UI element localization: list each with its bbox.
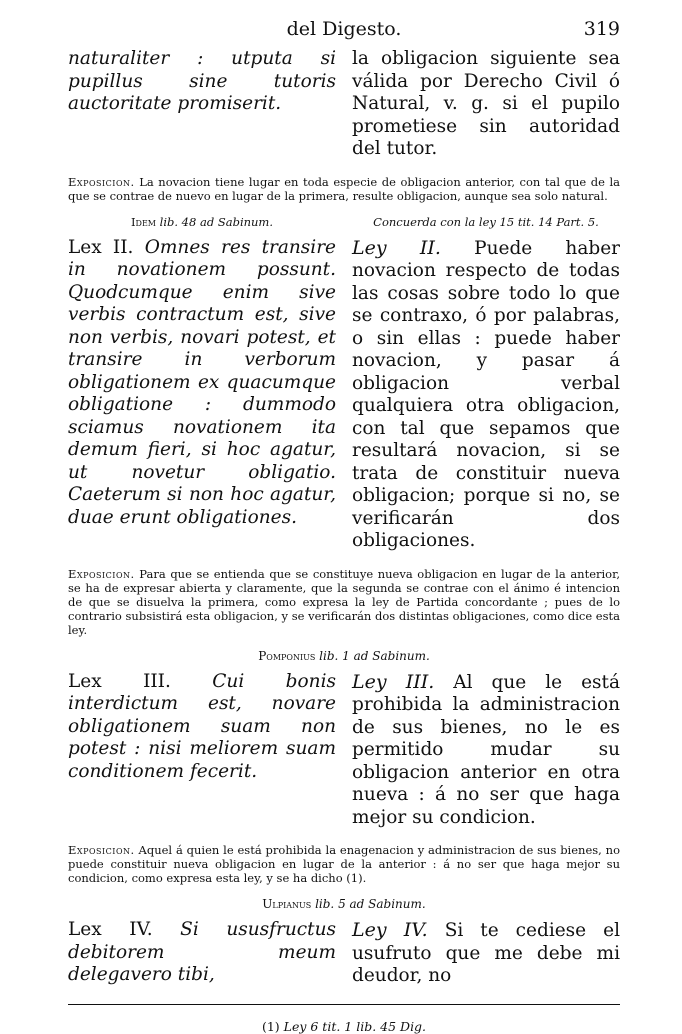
latin-source (68, 215, 336, 229)
exposicion-label: Exposicion. (68, 174, 135, 189)
lex-4 (68, 919, 620, 988)
exposicion-2 (68, 567, 620, 637)
lex-text: Cui bonis interdictum est, novare obligationem suam non potest : nisi meliorem suam conditionem fecerit. (68, 670, 336, 782)
exposicion-label: Exposicion. (68, 843, 135, 857)
running-header (68, 14, 620, 48)
lex-3 (68, 671, 620, 830)
footnote-text: Ley 6 tit. 1 lib. 45 Dig. (283, 1018, 427, 1034)
lex-label: Lex III. (68, 670, 171, 692)
lex-3-latin (68, 671, 336, 830)
lex-label: Lex IV. (68, 919, 153, 940)
lex-label: Lex II. (68, 236, 134, 258)
footnote (68, 1019, 620, 1034)
source-line-4 (68, 897, 620, 911)
source-author: Pomponius (258, 648, 316, 663)
footnote-rule (68, 1004, 620, 1005)
source-line-2 (68, 215, 620, 229)
exposicion-text: La novacion tiene lugar en toda especie de obligacion anterior, con tal que de la que se contrae de nuevo en lugar de la primera, resulte obligacion, aunque sea solo natural. (68, 174, 621, 203)
source-ref: lib. 1 ad Sabinum. (319, 648, 430, 663)
lex-2 (68, 237, 620, 553)
concordance-note: Concuerda con la ley 15 tit. 14 Part. 5. (373, 214, 599, 229)
ley-label: Ley IV. (352, 919, 428, 941)
exposicion-3 (68, 843, 620, 885)
lex-4-latin (68, 919, 336, 988)
exposicion-label: Exposicion. (68, 566, 135, 581)
ley-3-spanish (352, 671, 620, 830)
source-line-3 (68, 649, 620, 663)
ley-4-spanish (352, 919, 620, 988)
ley-text: Si te cediese el usufruto que me debe mi deudor, no (352, 920, 620, 986)
ley-label: Ley II. (352, 236, 441, 259)
exposicion-text: Para que se entienda que se constituye nueva obligacion en lugar de la anterior, se ha de expresar abierta y claramente, que la segunda se contrae con el ánimo é intencion de que se disuelva la primera, como expresa la ley de Partida concordante ; pues de lo contrario subsistirá esta obligacion, y se verificarán dos distintas obligaciones, como dice esta ley. (68, 566, 620, 637)
latin-text-continued: naturaliter : utputa si pupillus sine tutoris auctoritate promiserit. (68, 48, 336, 114)
exposicion-text: Aquel á quien le está prohibida la enagenacion y administracion de sus bienes, no puede constituir nueva obligacion en lugar de la anterior : á no ser que haga mejor su condicion, como expresa esta ley, y se ha dicho (1). (68, 843, 620, 885)
source-author: Idem (131, 214, 156, 229)
spanish-text-continued: la obligacion siguiente sea válida por Derecho Civil ó Natural, v. g. si el pupilo prometiese sin autoridad del tutor. (352, 48, 620, 159)
ley-text: Puede haber novacion respecto de todas las cosas sobre todo lo que se contraxo, ó por palabras, o sin ellas : puede haber novacion, y pasar á obligacion verbal qualquiera otra obligacion, con tal que sepamos que resultará novacion, si se trata de constituir nueva obligacion; porque si no, se verificarán dos obligaciones. (352, 237, 621, 551)
exposicion-1 (68, 175, 620, 203)
source-ref: lib. 5 ad Sabinum. (315, 897, 426, 911)
ley-text: Al que le está prohibida la administracion de sus bienes, no le es permitido mudar su obligacion anterior en otra nueva : á no ser que haga mejor su condicion. (352, 671, 620, 828)
lex-text: Si ususfructus debitorem meum delegavero tibi, (68, 919, 336, 985)
page (68, 14, 620, 1034)
page-number: 319 (583, 18, 620, 40)
source-ref: lib. 48 ad Sabinum. (159, 214, 273, 229)
lex-2-latin (68, 237, 336, 553)
lex-text: Omnes res transire in novationem possunt. Quodcumque enim sive verbis contractum est, sive non verbis, novari potest, et transire in verborum obligationem ex quacumque obligatione : dummodo sciamus novationem ita demum fieri, si hoc agatur, ut novetur obligatio. Caeterum si non hoc agatur, duae erunt obligationes. (68, 236, 336, 528)
running-title: del Digesto. (286, 18, 402, 40)
ley-2-spanish (352, 237, 620, 553)
footnote-mark: (1) (261, 1018, 280, 1034)
ley-label: Ley III. (352, 670, 435, 693)
source-author: Ulpianus (262, 897, 312, 911)
block1 (68, 48, 620, 161)
